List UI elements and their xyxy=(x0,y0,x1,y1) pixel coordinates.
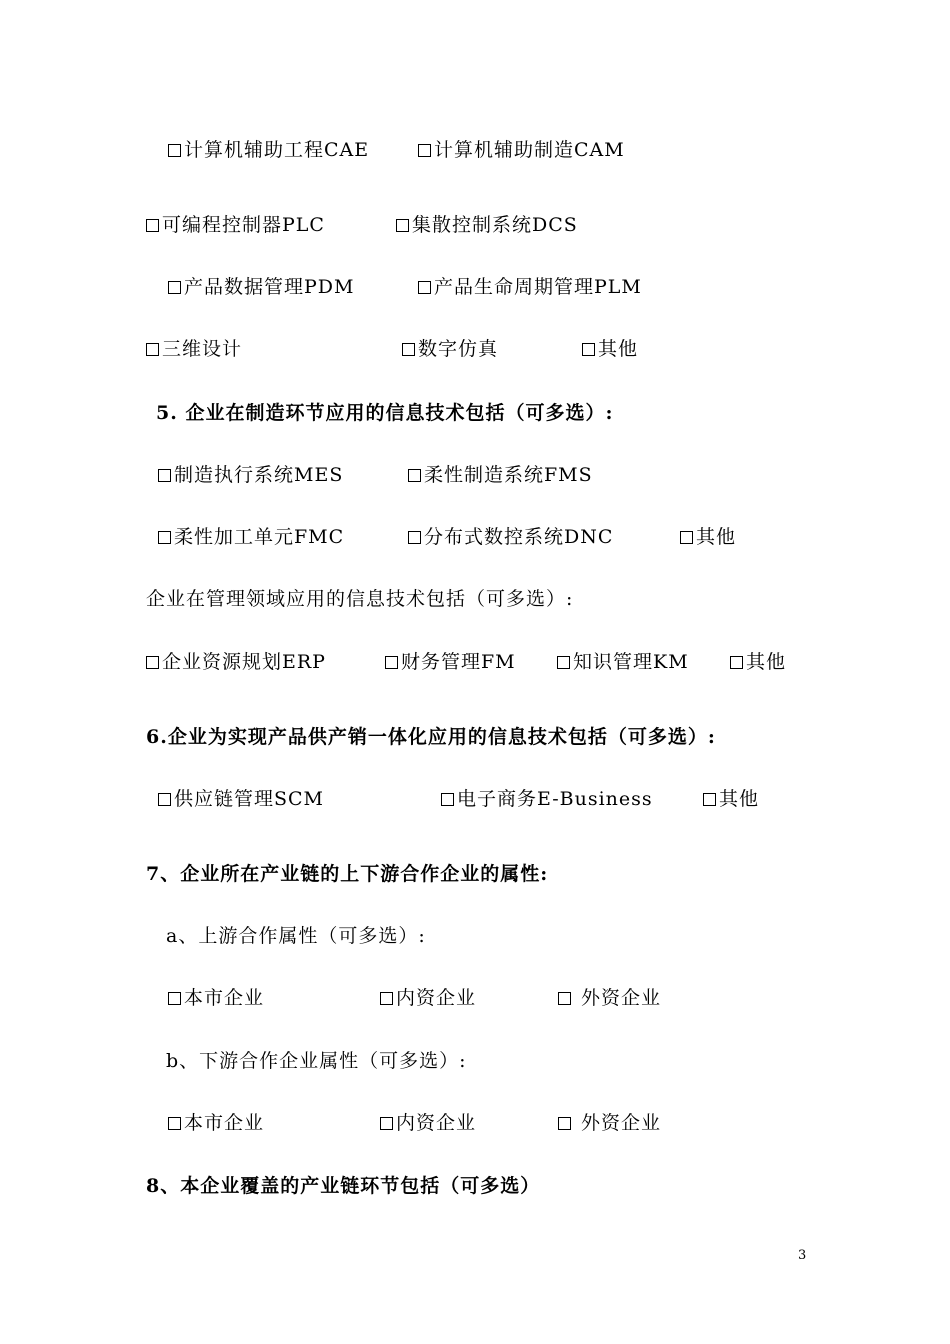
checkbox-option[interactable] xyxy=(402,334,498,364)
checkbox-option[interactable] xyxy=(703,784,759,814)
checkbox-label: 柔性加工单元FMC xyxy=(174,526,345,548)
checkbox-icon[interactable] xyxy=(418,144,431,157)
checkbox-label: 供应链管理SCM xyxy=(174,788,325,810)
checkbox-option[interactable] xyxy=(168,983,264,1013)
checkbox-label: 其他 xyxy=(696,526,737,548)
question-8: 8、本企业覆盖的产业链环节包括（可多选） xyxy=(146,1175,541,1197)
checkbox-option[interactable] xyxy=(380,1108,476,1138)
checkbox-icon[interactable] xyxy=(146,343,159,356)
management-it-heading: 企业在管理领域应用的信息技术包括（可多选）: xyxy=(146,588,574,610)
checkbox-icon[interactable] xyxy=(557,656,570,669)
checkbox-icon[interactable] xyxy=(158,531,171,544)
checkbox-icon[interactable] xyxy=(582,343,595,356)
checkbox-icon[interactable] xyxy=(408,469,421,482)
checkbox-icon[interactable] xyxy=(168,281,181,294)
checkbox-option[interactable] xyxy=(158,460,343,490)
checkbox-label: 内资企业 xyxy=(396,987,477,1009)
checkbox-icon[interactable] xyxy=(385,656,398,669)
checkbox-option[interactable] xyxy=(158,784,324,814)
checkbox-icon[interactable] xyxy=(558,1117,571,1130)
checkbox-label: 财务管理FM xyxy=(401,651,516,673)
checkbox-option[interactable] xyxy=(168,272,354,302)
checkbox-option[interactable] xyxy=(418,272,642,302)
checkbox-option[interactable] xyxy=(385,647,516,677)
checkbox-option[interactable] xyxy=(557,647,689,677)
checkbox-icon[interactable] xyxy=(380,1117,393,1130)
checkbox-label: 数字仿真 xyxy=(418,338,499,360)
checkbox-label: 其他 xyxy=(746,651,787,673)
checkbox-icon[interactable] xyxy=(441,793,454,806)
checkbox-option[interactable] xyxy=(380,983,476,1013)
checkbox-option[interactable] xyxy=(730,647,786,677)
checkbox-label: 其他 xyxy=(719,788,760,810)
checkbox-icon[interactable] xyxy=(158,793,171,806)
checkbox-label: 产品生命周期管理PLM xyxy=(434,276,642,298)
checkbox-icon[interactable] xyxy=(680,531,693,544)
checkbox-option[interactable] xyxy=(146,647,326,677)
checkbox-label: 柔性制造系统FMS xyxy=(424,464,593,486)
checkbox-label: 本市企业 xyxy=(184,1112,265,1134)
page-number: 3 xyxy=(798,1248,807,1263)
checkbox-icon[interactable] xyxy=(408,531,421,544)
checkbox-icon[interactable] xyxy=(158,469,171,482)
question-5: 5. 企业在制造环节应用的信息技术包括（可多选）: xyxy=(156,402,614,424)
checkbox-label: 其他 xyxy=(598,338,639,360)
checkbox-label: 计算机辅助制造CAM xyxy=(434,139,625,161)
checkbox-option[interactable] xyxy=(168,135,369,165)
checkbox-option[interactable] xyxy=(146,210,325,240)
question-7: 7、企业所在产业链的上下游合作企业的属性: xyxy=(146,863,549,885)
checkbox-label: 知识管理KM xyxy=(573,651,689,673)
checkbox-icon[interactable] xyxy=(730,656,743,669)
checkbox-label: 产品数据管理PDM xyxy=(184,276,355,298)
checkbox-option[interactable] xyxy=(168,1108,264,1138)
checkbox-label: 企业资源规划ERP xyxy=(162,651,326,673)
checkbox-option[interactable] xyxy=(408,460,593,490)
checkbox-option[interactable] xyxy=(558,1108,661,1138)
checkbox-option[interactable] xyxy=(680,522,736,552)
checkbox-icon[interactable] xyxy=(380,992,393,1005)
checkbox-label: 外资企业 xyxy=(574,987,662,1009)
checkbox-icon[interactable] xyxy=(146,219,159,232)
checkbox-icon[interactable] xyxy=(703,793,716,806)
checkbox-label: 制造执行系统MES xyxy=(174,464,344,486)
checkbox-icon[interactable] xyxy=(558,992,571,1005)
checkbox-label: 外资企业 xyxy=(574,1112,662,1134)
checkbox-icon[interactable] xyxy=(168,1117,181,1130)
checkbox-option[interactable] xyxy=(408,522,613,552)
checkbox-option[interactable] xyxy=(158,522,344,552)
checkbox-icon[interactable] xyxy=(402,343,415,356)
checkbox-label: 计算机辅助工程CAE xyxy=(184,139,370,161)
checkbox-label: 本市企业 xyxy=(184,987,265,1009)
checkbox-option[interactable] xyxy=(146,334,242,364)
question-7b: b、下游合作企业属性（可多选）: xyxy=(166,1050,467,1072)
question-6: 6.企业为实现产品供产销一体化应用的信息技术包括（可多选）: xyxy=(146,726,716,748)
question-7a: a、上游合作属性（可多选）: xyxy=(166,925,426,947)
checkbox-icon[interactable] xyxy=(168,992,181,1005)
checkbox-option[interactable] xyxy=(418,135,625,165)
checkbox-icon[interactable] xyxy=(168,144,181,157)
checkbox-label: 电子商务E-Business xyxy=(457,788,653,810)
checkbox-option[interactable] xyxy=(396,210,578,240)
checkbox-label: 可编程控制器PLC xyxy=(162,214,325,236)
checkbox-label: 分布式数控系统DNC xyxy=(424,526,614,548)
checkbox-label: 内资企业 xyxy=(396,1112,477,1134)
checkbox-icon[interactable] xyxy=(396,219,409,232)
checkbox-option[interactable] xyxy=(558,983,661,1013)
checkbox-icon[interactable] xyxy=(146,656,159,669)
checkbox-icon[interactable] xyxy=(418,281,431,294)
checkbox-option[interactable] xyxy=(582,334,638,364)
checkbox-label: 集散控制系统DCS xyxy=(412,214,578,236)
checkbox-label: 三维设计 xyxy=(162,338,243,360)
checkbox-option[interactable] xyxy=(441,784,653,814)
